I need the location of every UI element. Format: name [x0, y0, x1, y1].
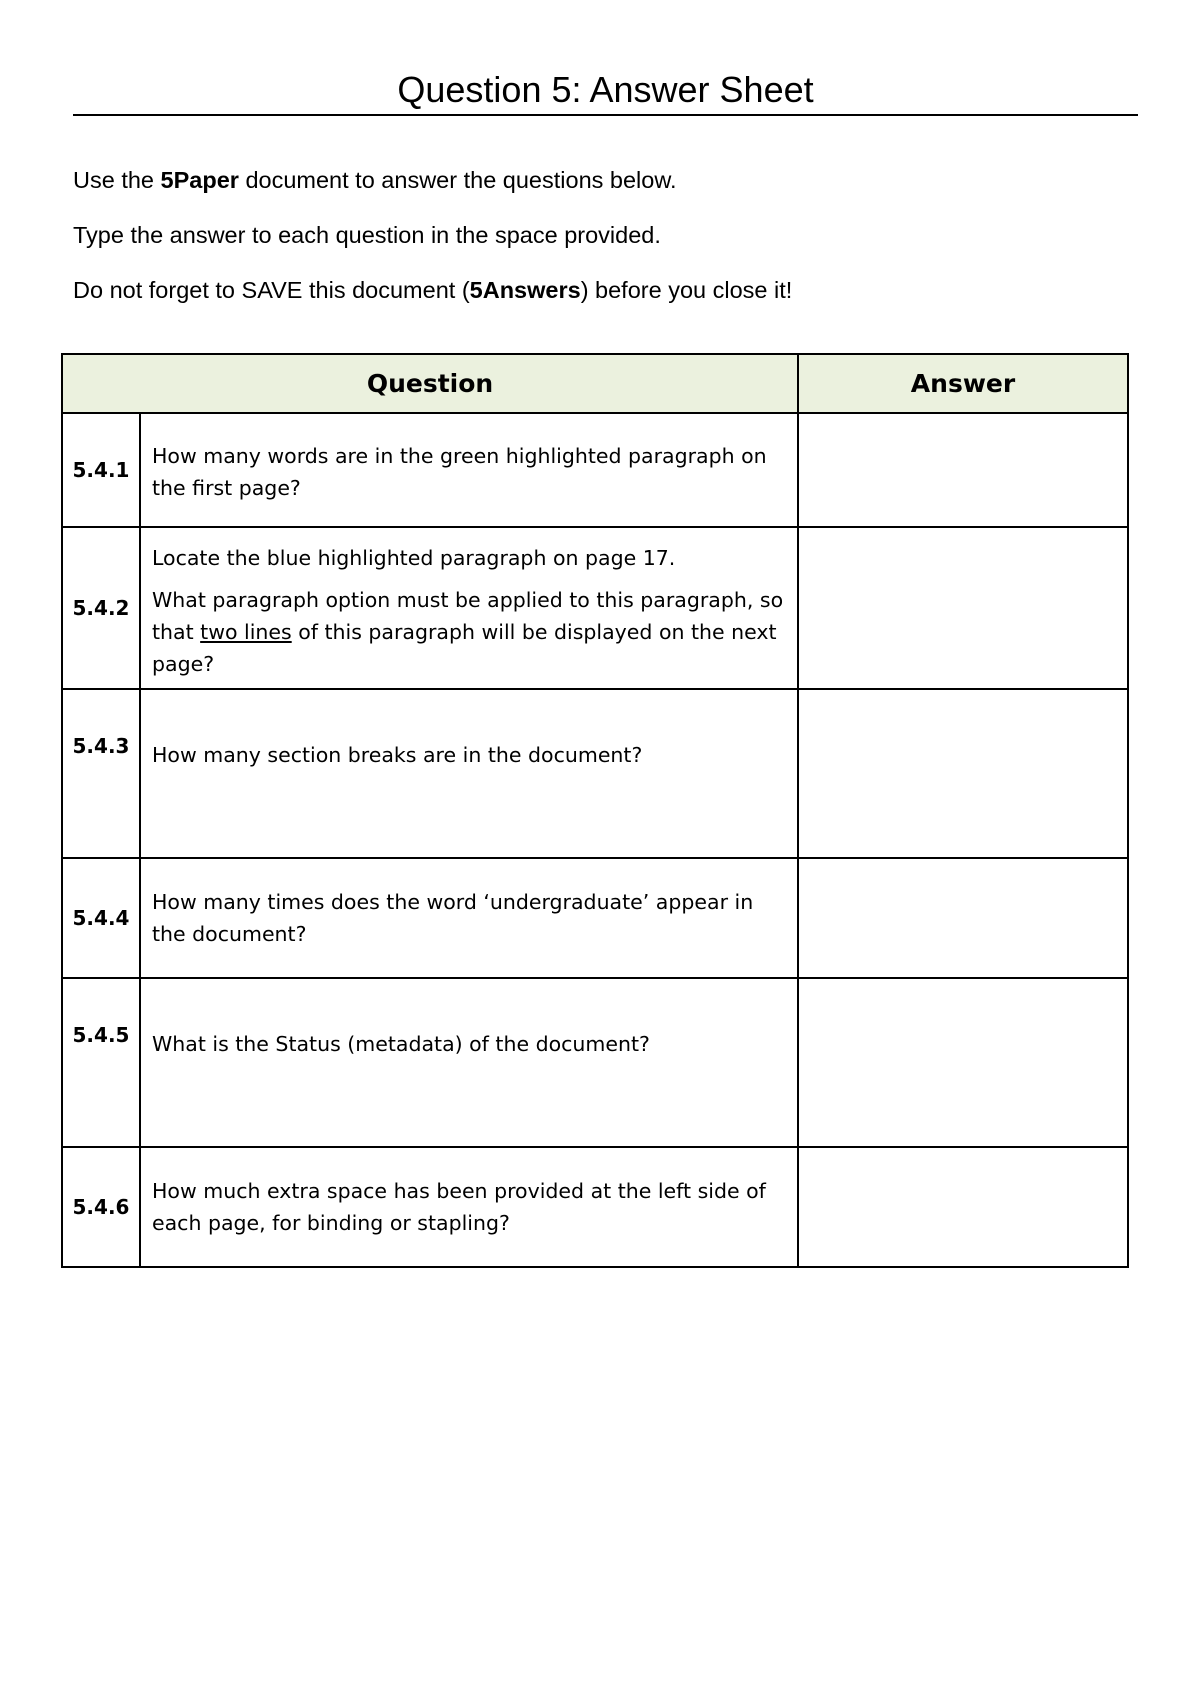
answer-column-header: Answer [798, 354, 1128, 413]
answers-document-name: 5Answers [469, 277, 581, 303]
question-number: 5.4.4 [62, 858, 140, 978]
title-underline [73, 114, 1138, 116]
underlined-text: two lines [200, 620, 292, 644]
table-row [62, 858, 1128, 978]
page-title: Question 5: Answer Sheet [397, 69, 814, 110]
question-number: 5.4.5 [62, 978, 140, 1147]
table-row [62, 527, 1128, 689]
instruction-3-start: Do not forget to SAVE this document ( [73, 277, 470, 303]
instruction-3-end: ) before you close it! [580, 277, 793, 303]
instruction-line-1 [73, 165, 677, 195]
instruction-line-3 [73, 275, 792, 305]
question-text-line-1: Locate the blue highlighted paragraph on page 17. [152, 546, 676, 570]
question-column-header: Question [62, 354, 798, 413]
table-row [62, 413, 1128, 527]
question-text: How many section breaks are in the document? [140, 689, 798, 858]
paper-document-name: 5Paper [160, 167, 239, 193]
question-text: How much extra space has been provided at the left side of each page, for binding or stapling? [140, 1147, 798, 1267]
answer-cell[interactable] [798, 527, 1128, 689]
table-row [62, 689, 1128, 858]
question-number: 5.4.3 [62, 689, 140, 858]
instruction-1-end: document to answer the questions below. [238, 167, 677, 193]
question-text [140, 527, 798, 689]
question-text-part: of this paragraph will be displayed on the next page? [152, 620, 777, 676]
answer-cell[interactable] [798, 978, 1128, 1147]
question-number: 5.4.6 [62, 1147, 140, 1267]
answer-cell[interactable] [798, 413, 1128, 527]
question-text-line-2 [152, 584, 787, 680]
answer-cell[interactable] [798, 1147, 1128, 1267]
question-text: How many words are in the green highlighted paragraph on the first page? [140, 413, 798, 527]
question-text: What is the Status (metadata) of the document? [140, 978, 798, 1147]
instruction-1-start: Use the [73, 167, 161, 193]
instruction-line-2: Type the answer to each question in the space provided. [73, 222, 661, 248]
table-row [62, 978, 1128, 1147]
table-header-row [62, 354, 1128, 413]
answer-cell[interactable] [798, 689, 1128, 858]
answer-cell[interactable] [798, 858, 1128, 978]
question-number: 5.4.2 [62, 527, 140, 689]
question-number: 5.4.1 [62, 413, 140, 527]
table-row [62, 1147, 1128, 1267]
question-text-part: What paragraph option must be applied to this paragraph, so that [152, 588, 784, 644]
question-answer-table [61, 353, 1129, 1268]
question-text: How many times does the word ‘undergraduate’ appear in the document? [140, 858, 798, 978]
